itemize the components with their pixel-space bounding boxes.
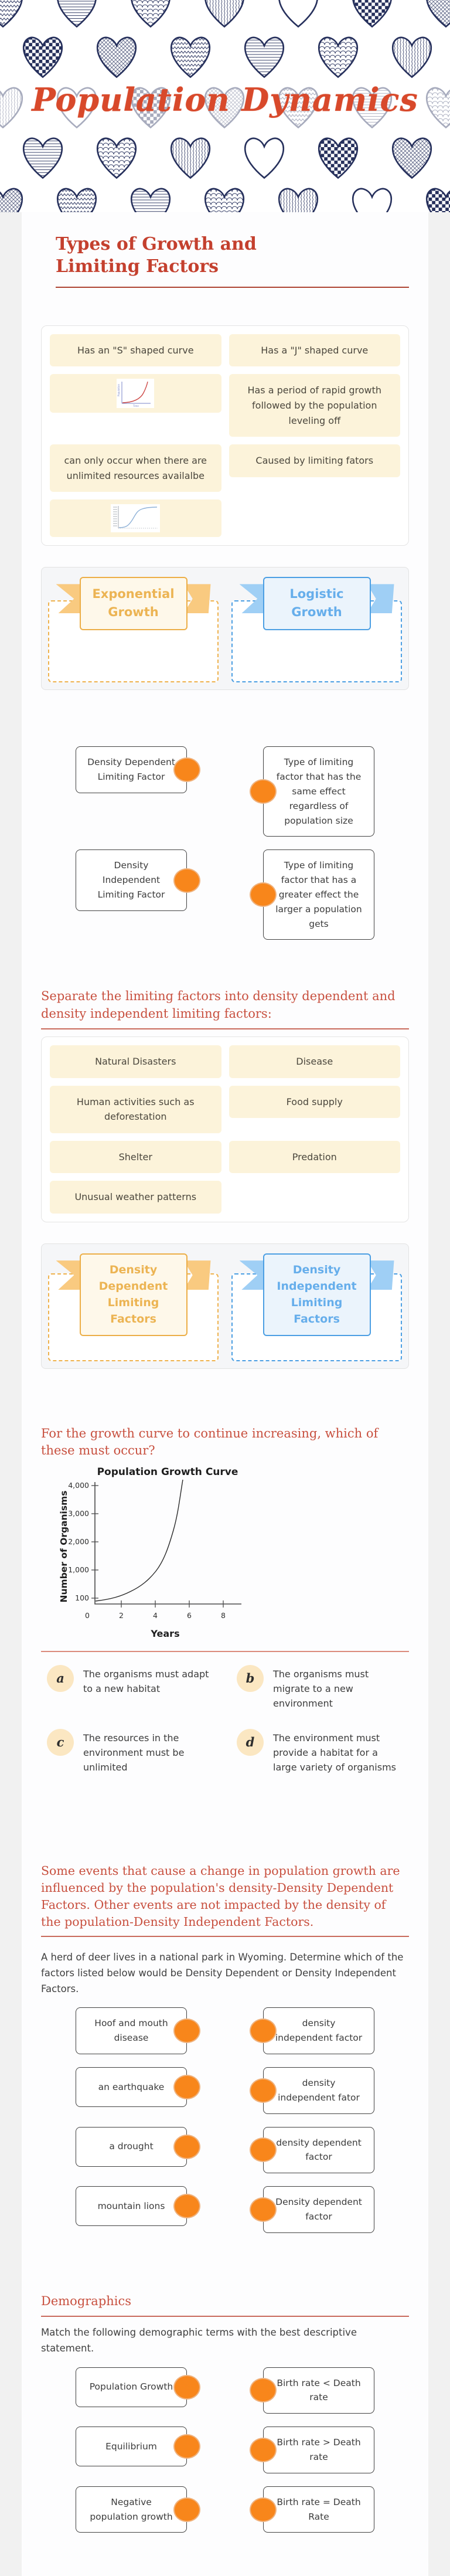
spacer	[41, 2246, 409, 2293]
svg-text:4: 4	[153, 1610, 158, 1620]
match-term[interactable]	[76, 2186, 187, 2226]
match-definition-label: density independent factor	[275, 2018, 363, 2044]
connector-dot[interactable]	[173, 2075, 200, 2099]
svg-text:1,000: 1,000	[68, 1565, 89, 1574]
svg-text:2,000: 2,000	[68, 1537, 89, 1546]
match-definition[interactable]	[263, 2367, 374, 2414]
match-row	[41, 2427, 409, 2473]
growth-curve-svg	[55, 1466, 278, 1643]
match-definition-label: Density dependent factor	[275, 2197, 362, 2222]
svg-text:Population: Population	[117, 384, 121, 397]
option-a[interactable]	[47, 1665, 213, 1711]
option-letter-badge[interactable]: a	[47, 1665, 74, 1692]
heading-rule	[56, 287, 409, 288]
svg-text:2: 2	[119, 1610, 124, 1620]
match-definition[interactable]	[263, 2067, 374, 2114]
factor-chip[interactable]: Shelter	[50, 1141, 221, 1174]
match-row	[41, 2007, 409, 2054]
content-column	[22, 212, 428, 2576]
connector-dot[interactable]	[250, 2438, 277, 2462]
fact-chip[interactable]: Has a "J" shaped curve	[229, 334, 401, 367]
connector-dot[interactable]	[173, 2375, 200, 2400]
connector-dot[interactable]	[173, 2434, 200, 2459]
section-heading-separate: Separate the limiting factors into density dependent and density independent limiting factors:	[41, 989, 396, 1021]
page-title: Population Dynamics	[32, 81, 418, 118]
connector-dot[interactable]	[173, 757, 200, 782]
logistic-growth-zone	[229, 571, 405, 686]
match-definition-label: density independent fator	[278, 2077, 360, 2103]
j-curve-thumbnail-icon	[117, 379, 154, 408]
match-definition[interactable]	[263, 2427, 374, 2473]
match-definition-label: Birth rate < Death rate	[277, 2377, 361, 2403]
density-independent-zone	[229, 1248, 405, 1365]
option-letter-badge[interactable]: d	[237, 1729, 264, 1756]
connector-dot[interactable]	[250, 2018, 277, 2043]
svg-text:6: 6	[187, 1610, 192, 1620]
option-letter-badge[interactable]: b	[237, 1665, 264, 1692]
growth-sort-card	[41, 567, 409, 690]
fact-chip[interactable]: Has a period of rapid growth followed by the population leveling off	[229, 374, 401, 437]
ribbon-label: Density Independent Limiting Factors	[263, 1253, 371, 1335]
ribbon-wing-icon	[367, 584, 394, 613]
match-definition-label: Type of limiting factor that has the same effect regardless of population size	[276, 757, 362, 826]
section-heading-events: Some events that cause a change in population growth are influenced by the population's density-Density Dependent Factors. Other events are not impacted by the density of the population-Density Independent Factors.	[41, 1864, 400, 1929]
match-row	[41, 2186, 409, 2233]
match-definition-label: Type of limiting factor that has a greater effect the larger a population gets	[275, 860, 362, 929]
match-definition-label: Birth rate > Death rate	[277, 2437, 361, 2462]
chart-title: Population Growth Curve	[97, 1466, 238, 1478]
connector-dot[interactable]	[250, 2197, 277, 2222]
match-row	[41, 746, 409, 837]
connector-dot[interactable]	[250, 2378, 277, 2402]
connector-dot[interactable]	[173, 2018, 200, 2043]
connector-dot[interactable]	[173, 2497, 200, 2522]
match-row	[41, 2486, 409, 2533]
header-banner	[0, 0, 450, 212]
density-independent-ribbon	[263, 1253, 371, 1335]
match-row	[41, 2067, 409, 2114]
svg-text:3,000: 3,000	[68, 1508, 89, 1518]
match-term-label: Negative population growth	[90, 2496, 173, 2522]
match-term[interactable]	[76, 849, 187, 910]
match-term-label: Density Independent Limiting Factor	[97, 860, 165, 900]
section-heading-demographics: Demographics	[41, 2293, 132, 2308]
demographics-instructions: Match the following demographic terms with the best descriptive statement.	[41, 2327, 357, 2354]
connector-dot[interactable]	[250, 2078, 277, 2103]
svg-text:4,000: 4,000	[68, 1480, 89, 1490]
match-definition[interactable]	[263, 2186, 374, 2233]
s-curve-thumbnail-icon	[111, 504, 160, 532]
spacer	[41, 1775, 409, 1863]
match-definition[interactable]	[263, 746, 374, 837]
ribbon-label: Exponential Growth	[80, 577, 188, 630]
spacer	[41, 1390, 409, 1425]
factor-chip[interactable]: Predation	[229, 1141, 401, 1174]
factor-chip[interactable]: Disease	[229, 1045, 401, 1078]
matching-definitions	[41, 746, 409, 940]
density-dependent-ribbon	[80, 1253, 188, 1335]
fact-chip[interactable]: Has an "S" shaped curve	[50, 334, 221, 367]
svg-text:100: 100	[75, 1593, 89, 1602]
match-definition[interactable]	[263, 2127, 374, 2174]
match-term-label: mountain lions	[97, 2200, 165, 2211]
connector-dot[interactable]	[173, 868, 200, 893]
match-definition[interactable]	[263, 2007, 374, 2054]
logistic-ribbon	[263, 577, 371, 630]
ribbon-label: Logistic Growth	[263, 577, 371, 630]
fact-chip[interactable]: can only occur when there are unlimited resources availalbe	[50, 444, 221, 492]
matching-demographics	[41, 2367, 409, 2533]
answer-options	[41, 1665, 409, 1775]
section-heading-growth-curve: For the growth curve to continue increasing, which of these must occur?	[41, 1426, 379, 1458]
fact-chip-s-curve[interactable]	[50, 499, 221, 537]
ribbon-wing-icon	[184, 584, 211, 613]
heading-rule	[41, 1936, 409, 1937]
option-b[interactable]	[237, 1665, 403, 1711]
population-growth-chart	[55, 1466, 409, 1645]
growth-facts-card	[41, 325, 409, 546]
factor-chip[interactable]: Natural Disasters	[50, 1045, 221, 1078]
match-term[interactable]	[76, 2486, 187, 2533]
heading-rule	[41, 2316, 409, 2317]
match-row	[41, 849, 409, 940]
factor-chip[interactable]: Unusual weather patterns	[50, 1181, 221, 1214]
spacer	[41, 711, 409, 746]
match-term[interactable]	[76, 2367, 187, 2407]
connector-dot[interactable]	[250, 2497, 277, 2522]
match-definition-label: density dependent factor	[276, 2137, 362, 2163]
density-sort-card	[41, 1243, 409, 1369]
option-c[interactable]	[47, 1729, 213, 1775]
factor-chip[interactable]: Food supply	[229, 1086, 401, 1119]
chart-xlabel: Years	[151, 1627, 180, 1639]
match-term[interactable]	[76, 2127, 187, 2167]
match-term-label: Population Growth	[89, 2381, 173, 2393]
option-text: The organisms must migrate to a new environment	[273, 1668, 369, 1710]
connector-dot[interactable]	[250, 2137, 277, 2162]
option-text: The environment must provide a habitat for a large variety of organisms	[273, 1732, 396, 1773]
match-term-label: Hoof and mouth disease	[94, 2018, 168, 2044]
svg-text:8: 8	[221, 1610, 226, 1620]
matching-deer-factors	[41, 2007, 409, 2232]
ribbon-label: Density Dependent Limiting Factors	[80, 1253, 188, 1335]
connector-dot[interactable]	[250, 882, 277, 907]
option-text: The organisms must adapt to a new habitat	[83, 1668, 209, 1695]
connector-dot[interactable]	[173, 2135, 200, 2159]
match-term[interactable]	[76, 2067, 187, 2107]
option-letter-badge[interactable]: c	[47, 1729, 74, 1756]
match-term-label: Equilibrium	[105, 2441, 157, 2452]
option-d[interactable]	[237, 1729, 403, 1775]
exponential-growth-zone	[45, 571, 221, 686]
match-definition[interactable]	[263, 849, 374, 940]
density-dependent-zone	[45, 1248, 221, 1365]
growth-curve-line	[96, 1480, 183, 1601]
section-heading-growth: Types of Growth and Limiting Factors	[56, 234, 257, 277]
match-term[interactable]	[76, 2007, 187, 2054]
svg-text:Time: Time	[133, 405, 139, 408]
heading-rule	[41, 1028, 409, 1029]
match-definition-label: Birth rate = Death Rate	[277, 2496, 361, 2522]
connector-dot[interactable]	[250, 779, 277, 804]
chart-divider-rule	[41, 1651, 409, 1652]
match-definition[interactable]	[263, 2486, 374, 2533]
fact-chip[interactable]: Caused by limiting fators	[229, 444, 401, 477]
option-text: The resources in the environment must be unlimited	[83, 1732, 185, 1773]
factor-chip[interactable]: Human activities such as deforestation	[50, 1086, 221, 1133]
exponential-ribbon	[80, 577, 188, 630]
spacer	[41, 953, 409, 988]
deer-question-text: A herd of deer lives in a national park in Wyoming. Determine which of the factors listed below would be Density Dependent or Density Independent Factors.	[41, 1952, 404, 1994]
match-term[interactable]	[76, 746, 187, 793]
connector-dot[interactable]	[173, 2194, 200, 2218]
svg-text:0: 0	[85, 1610, 90, 1620]
match-term-label: Density Dependent Limiting Factor	[87, 757, 175, 783]
fact-chip-j-curve[interactable]	[50, 374, 221, 413]
match-term-label: an earthquake	[98, 2081, 165, 2092]
chart-ylabel: Number of Organisms	[59, 1490, 69, 1603]
match-row	[41, 2367, 409, 2414]
match-row	[41, 2127, 409, 2174]
match-term[interactable]	[76, 2427, 187, 2466]
match-term-label: a drought	[109, 2141, 154, 2152]
limiting-factors-card	[41, 1036, 409, 1222]
